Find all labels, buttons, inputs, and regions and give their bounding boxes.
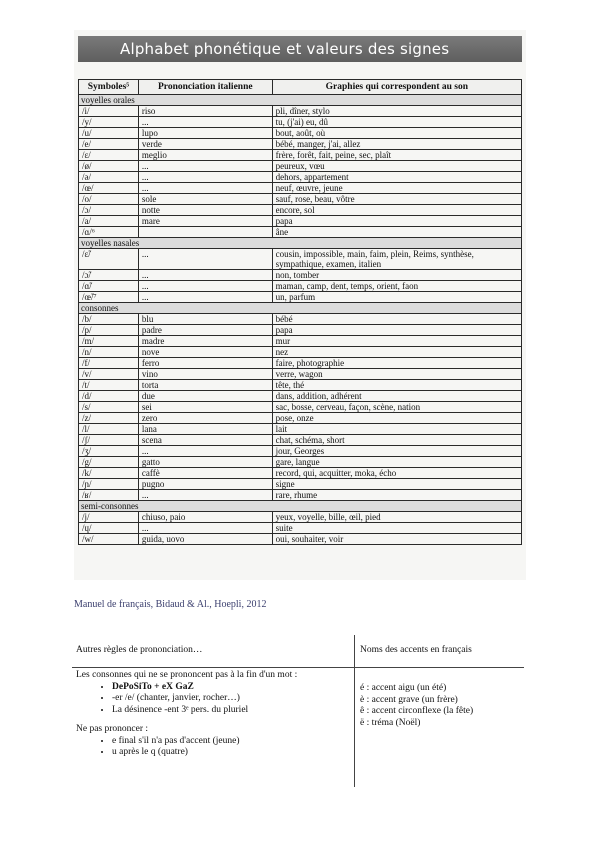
symbol-cell: /n/ [79, 347, 139, 358]
italian-cell: meglio [138, 150, 272, 161]
spelling-cell: tu, (j'ai) eu, dû [272, 117, 521, 128]
table-row [79, 249, 522, 270]
italian-cell [138, 227, 272, 238]
spelling-cell: bout, août, où [272, 128, 521, 139]
symbol-cell: /i/ [79, 106, 139, 117]
table-row [79, 490, 522, 501]
list-item: • La désinence -ent 3ᵉ pers. du pluriel [112, 705, 352, 717]
spelling-cell: yeux, voyelle, bille, œil, pied [272, 512, 521, 523]
symbol-cell: /a/ [79, 216, 139, 227]
accents-header: Noms des accents en français [360, 645, 472, 655]
rules-table [72, 635, 524, 787]
header-symbols: Symboles⁵ [79, 80, 139, 95]
table-row [79, 227, 522, 238]
spelling-cell: non, tomber [272, 270, 521, 281]
spelling-cell: jour, Georges [272, 446, 521, 457]
table-row [79, 314, 522, 325]
table-row [79, 281, 522, 292]
spelling-cell: dehors, appartement [272, 172, 521, 183]
italian-cell: ... [138, 292, 272, 303]
italian-cell: riso [138, 106, 272, 117]
section-row [79, 501, 522, 512]
italian-cell: ... [138, 281, 272, 292]
italian-cell: blu [138, 314, 272, 325]
spelling-cell: tête, thé [272, 380, 521, 391]
symbol-cell: /o/ [79, 194, 139, 205]
table-row [79, 468, 522, 479]
symbol-cell: /u/ [79, 128, 139, 139]
table-row [79, 402, 522, 413]
spelling-cell: record, qui, acquitter, moka, écho [272, 468, 521, 479]
spelling-cell: signe [272, 479, 521, 490]
italian-cell: ... [138, 270, 272, 281]
table-row [79, 391, 522, 402]
spelling-cell: verre, wagon [272, 369, 521, 380]
spelling-cell: lait [272, 424, 521, 435]
italian-cell: pugno [138, 479, 272, 490]
italian-cell: guida, uovo [138, 534, 272, 545]
symbol-cell: /ɛ̃/ [79, 249, 139, 270]
symbol-cell: /ʒ/ [79, 446, 139, 457]
symbol-cell: /g/ [79, 457, 139, 468]
table-row [79, 117, 522, 128]
table-row [79, 216, 522, 227]
spelling-cell: sauf, rose, beau, vôtre [272, 194, 521, 205]
italian-cell: ... [138, 117, 272, 128]
symbol-cell: /b/ [79, 314, 139, 325]
table-row [79, 413, 522, 424]
italian-cell: caffè [138, 468, 272, 479]
table-row [79, 534, 522, 545]
symbol-cell: /œ̃/⁷ [79, 292, 139, 303]
not-pronounced-list [76, 736, 352, 759]
header-spellings: Graphies qui correspondent au son [272, 80, 521, 95]
italian-cell: sei [138, 402, 272, 413]
column-divider [354, 635, 355, 787]
table-row [79, 523, 522, 534]
spelling-cell: frère, forêt, fait, peine, sec, plaît [272, 150, 521, 161]
symbol-cell: /z/ [79, 413, 139, 424]
symbol-cell: /ʁ/ [79, 490, 139, 501]
table-row [79, 369, 522, 380]
section-row [79, 238, 522, 249]
table-row [79, 479, 522, 490]
section-label: semi-consonnes [79, 501, 522, 512]
spelling-cell: chat, schéma, short [272, 435, 521, 446]
spelling-cell: gare, langue [272, 457, 521, 468]
symbol-cell: /f/ [79, 358, 139, 369]
section-label: consonnes [79, 303, 522, 314]
italian-cell: lupo [138, 128, 272, 139]
italian-cell: mare [138, 216, 272, 227]
table-row [79, 139, 522, 150]
table-row [79, 446, 522, 457]
italian-cell: sole [138, 194, 272, 205]
spelling-cell: bébé [272, 314, 521, 325]
silent-consonants-intro: Les consonnes qui ne se prononcent pas à la fin d'un mot : [76, 670, 298, 680]
italian-cell: ... [138, 523, 272, 534]
italian-cell: gatto [138, 457, 272, 468]
table-row [79, 183, 522, 194]
symbol-cell: /k/ [79, 468, 139, 479]
phonetic-table [78, 79, 522, 545]
spelling-cell: faire, photographie [272, 358, 521, 369]
list-item: • DePoSiTo + eX GaZ [112, 682, 352, 694]
spelling-cell: sac, bosse, cerveau, façon, scène, nation [272, 402, 521, 413]
italian-cell: zero [138, 413, 272, 424]
italian-cell: ... [138, 249, 272, 270]
spelling-cell: suite [272, 523, 521, 534]
table-header-row [79, 80, 522, 95]
symbol-cell: /ɲ/ [79, 479, 139, 490]
table-row [79, 435, 522, 446]
italian-cell: ... [138, 172, 272, 183]
header-italian: Prononciation italienne [138, 80, 272, 95]
table-row [79, 194, 522, 205]
spelling-cell: cousin, impossible, main, faim, plein, Reims, synthèse, sympathique, examen, italien [272, 249, 521, 270]
not-pronounced-intro: Ne pas prononcer : [76, 724, 149, 734]
symbol-cell: /ɛ/ [79, 150, 139, 161]
table-row [79, 172, 522, 183]
scan-title: Alphabet phonétique et valeurs des signes [78, 36, 522, 62]
symbol-cell: /ɔ/ [79, 205, 139, 216]
symbol-cell: /p/ [79, 325, 139, 336]
table-row [79, 380, 522, 391]
table-row [79, 424, 522, 435]
symbol-cell: /œ/ [79, 183, 139, 194]
spelling-cell: nez [272, 347, 521, 358]
table-row [79, 150, 522, 161]
table-row [79, 270, 522, 281]
spelling-cell: papa [272, 325, 521, 336]
italian-cell: scena [138, 435, 272, 446]
italian-cell: ferro [138, 358, 272, 369]
spelling-cell: dans, addition, adhérent [272, 391, 521, 402]
symbol-cell: /ɥ/ [79, 523, 139, 534]
symbol-cell: /s/ [79, 402, 139, 413]
spelling-cell: maman, camp, dent, temps, orient, faon [272, 281, 521, 292]
symbol-cell: /t/ [79, 380, 139, 391]
symbol-cell: /ʃ/ [79, 435, 139, 446]
spelling-cell: bébé, manger, j'ai, allez [272, 139, 521, 150]
italian-cell: padre [138, 325, 272, 336]
italian-cell: notte [138, 205, 272, 216]
symbol-cell: /ə/ [79, 172, 139, 183]
rules-body [76, 670, 352, 759]
spelling-cell: pli, dîner, stylo [272, 106, 521, 117]
table-row [79, 325, 522, 336]
table-row [79, 512, 522, 523]
italian-cell: due [138, 391, 272, 402]
spelling-cell: âne [272, 227, 521, 238]
table-row [79, 347, 522, 358]
silent-consonants-list [76, 682, 352, 717]
symbol-cell: /y/ [79, 117, 139, 128]
spelling-cell: peureux, vœu [272, 161, 521, 172]
italian-cell: ... [138, 161, 272, 172]
section-row [79, 95, 522, 106]
italian-cell: ... [138, 490, 272, 501]
table-row [79, 205, 522, 216]
accent-item: è : accent grave (un frère) [360, 694, 458, 705]
section-label: voyelles nasales [79, 238, 522, 249]
accent-item: é : accent aigu (un été) [360, 683, 447, 693]
row-divider [72, 667, 524, 668]
symbol-cell: /l/ [79, 424, 139, 435]
table-body [79, 95, 522, 545]
scanned-table-image [74, 30, 526, 580]
spelling-cell: mur [272, 336, 521, 347]
table-row [79, 457, 522, 468]
spelling-cell: rare, rhume [272, 490, 521, 501]
list-item: • e final s'il n'a pas d'accent (jeune) [112, 736, 352, 748]
symbol-cell: /ø/ [79, 161, 139, 172]
table-row [79, 292, 522, 303]
italian-cell: vino [138, 369, 272, 380]
spelling-cell: papa [272, 216, 521, 227]
rules-header: Autres règles de prononciation… [76, 645, 203, 655]
list-item: • -er /e/ (chanter, janvier, rocher…) [112, 693, 352, 705]
table-row [79, 106, 522, 117]
italian-cell: ... [138, 183, 272, 194]
symbol-cell: /w/ [79, 534, 139, 545]
italian-cell: chiuso, paio [138, 512, 272, 523]
spelling-cell: pose, onze [272, 413, 521, 424]
accents-list [360, 683, 473, 729]
symbol-cell: /ɑ̃/ [79, 281, 139, 292]
italian-cell: ... [138, 446, 272, 457]
symbol-cell: /ɔ̃/ [79, 270, 139, 281]
list-item: • u après le q (quatre) [112, 747, 352, 759]
table-row [79, 336, 522, 347]
italian-cell: lana [138, 424, 272, 435]
accent-item: ë : tréma (Noël) [360, 717, 421, 728]
spelling-cell: oui, souhaiter, voir [272, 534, 521, 545]
italian-cell: verde [138, 139, 272, 150]
spelling-cell: encore, sol [272, 205, 521, 216]
symbol-cell: /d/ [79, 391, 139, 402]
table-row [79, 161, 522, 172]
italian-cell: torta [138, 380, 272, 391]
spelling-cell: un, parfum [272, 292, 521, 303]
symbol-cell: /ɑ/⁶ [79, 227, 139, 238]
symbol-cell: /v/ [79, 369, 139, 380]
section-row [79, 303, 522, 314]
italian-cell: madre [138, 336, 272, 347]
section-label: voyelles orales [79, 95, 522, 106]
source-caption: Manuel de français, Bidaud & Al., Hoepli, 2012 [74, 599, 267, 610]
table-row [79, 128, 522, 139]
italian-cell: nove [138, 347, 272, 358]
accent-item: ê : accent circonflexe (la fête) [360, 706, 474, 716]
spelling-cell: neuf, œuvre, jeune [272, 183, 521, 194]
symbol-cell: /j/ [79, 512, 139, 523]
symbol-cell: /m/ [79, 336, 139, 347]
symbol-cell: /e/ [79, 139, 139, 150]
table-row [79, 358, 522, 369]
